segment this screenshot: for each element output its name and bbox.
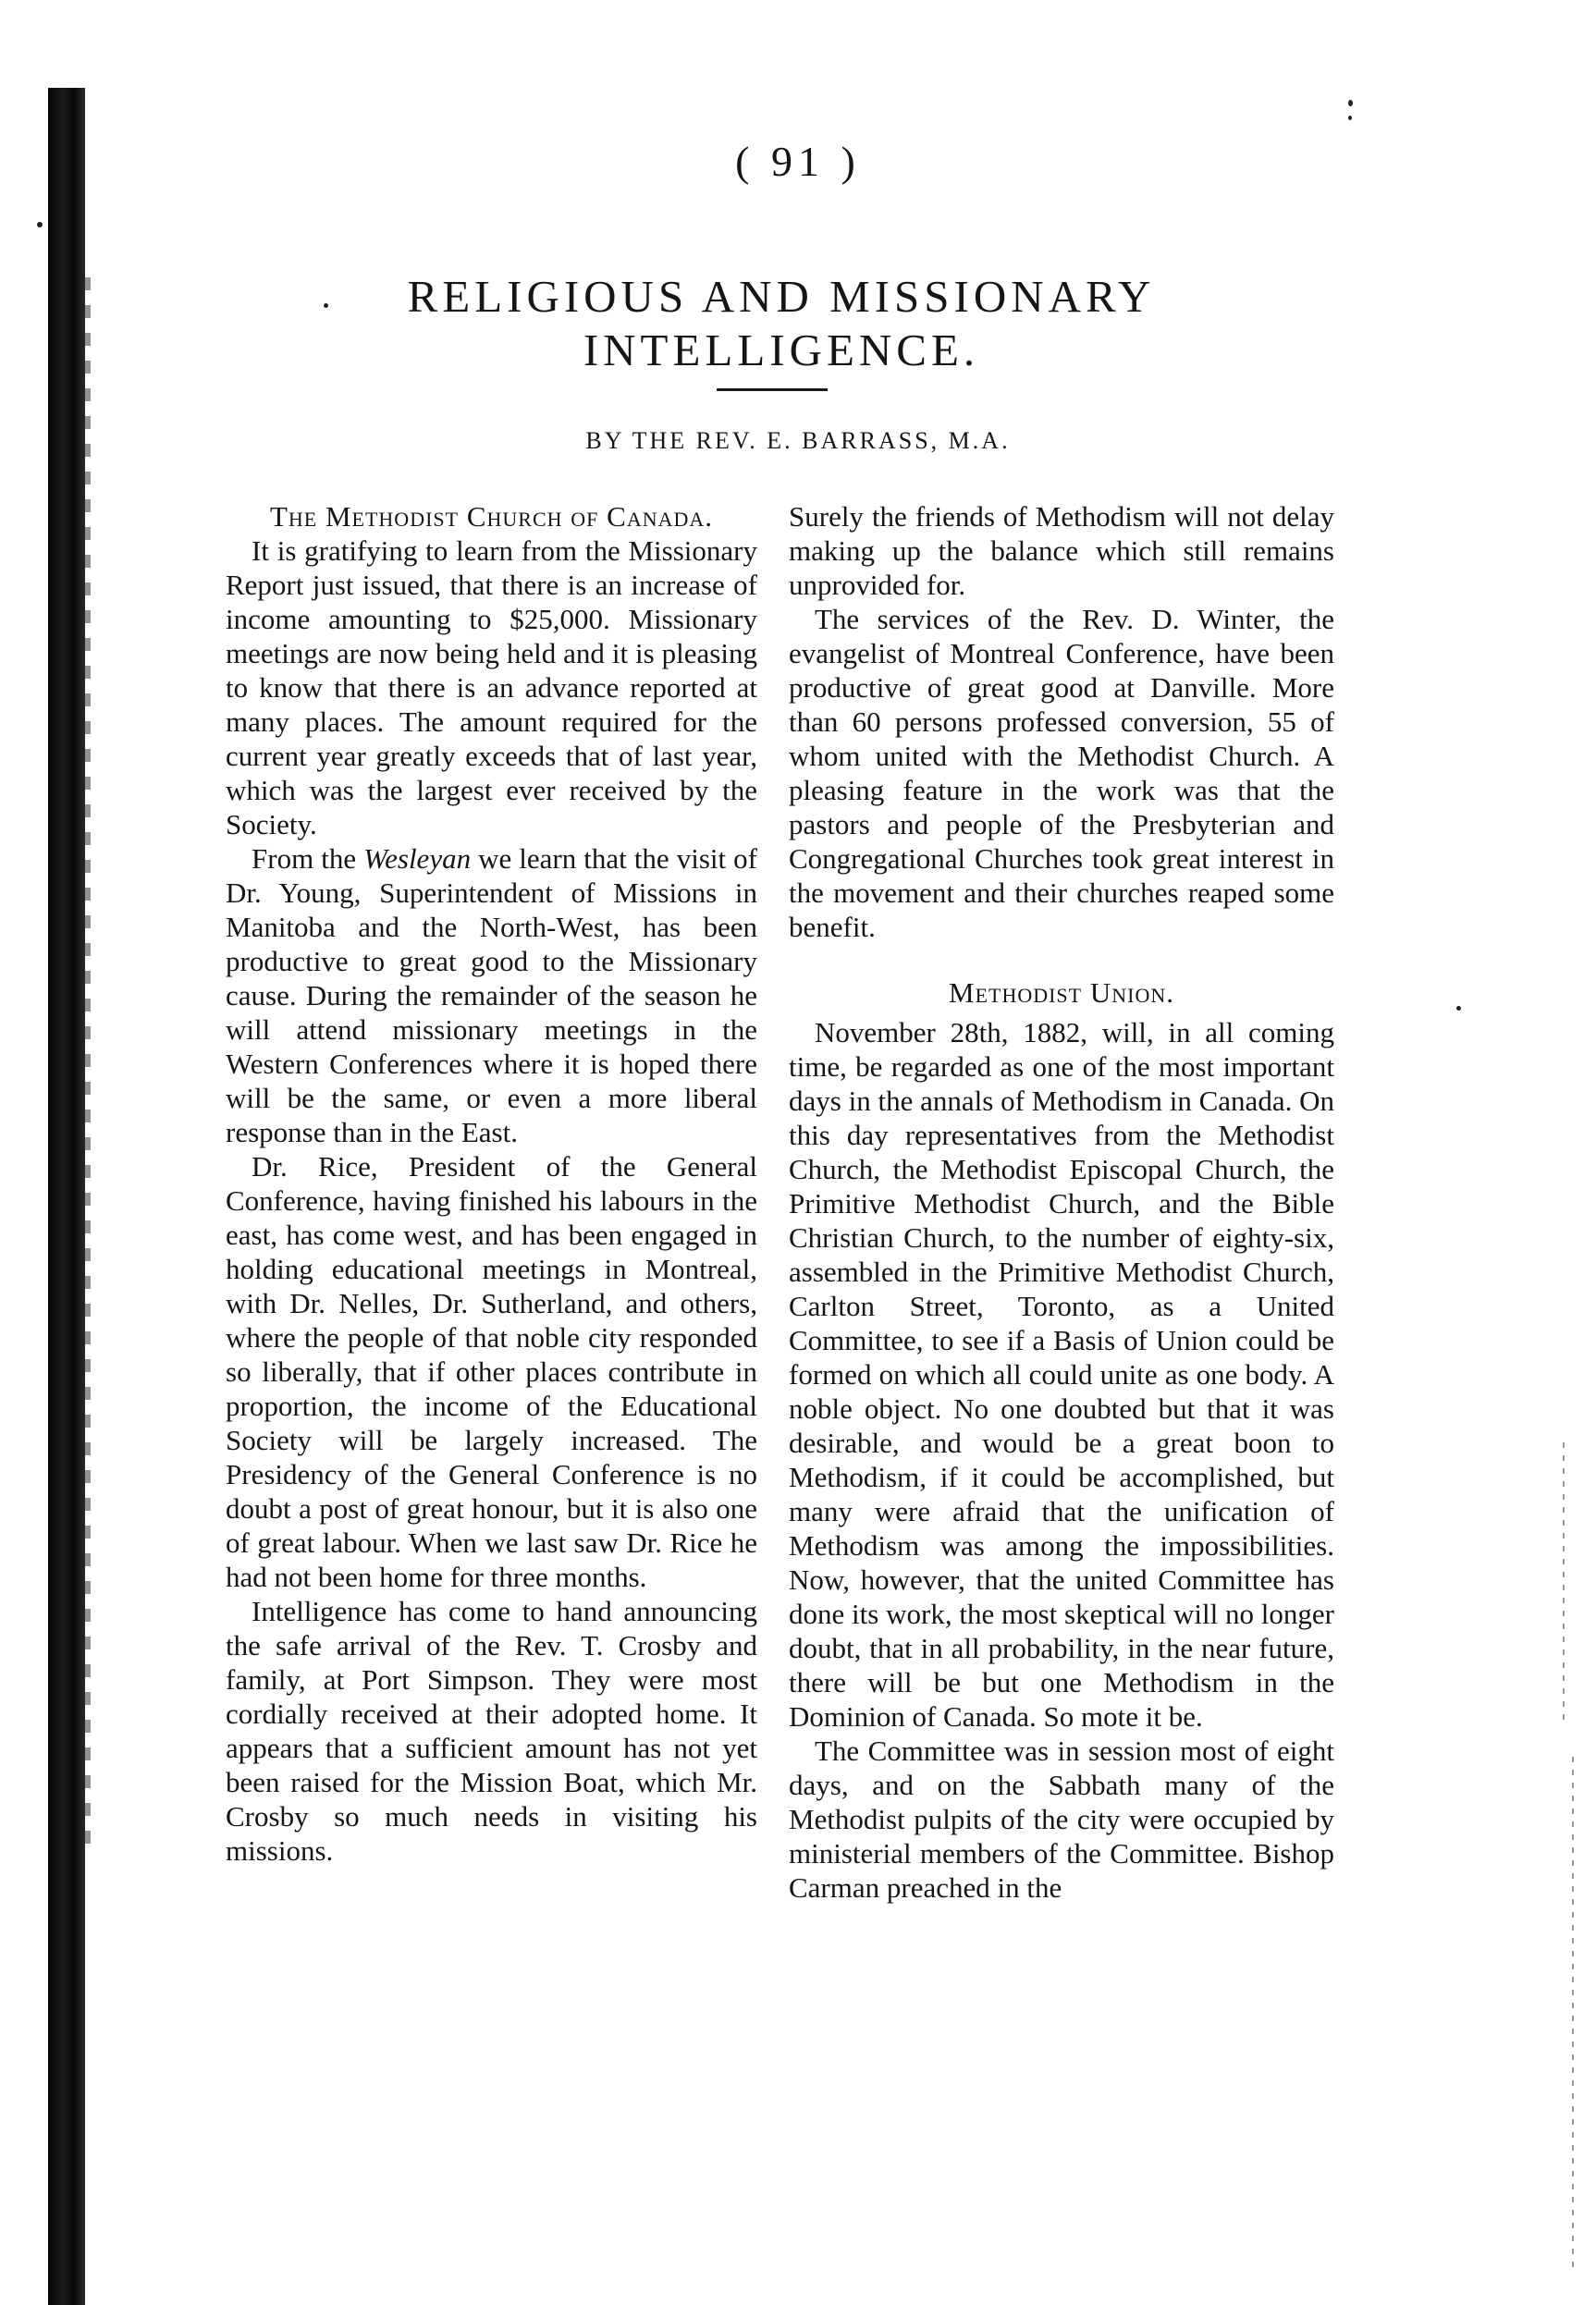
scan-speck bbox=[37, 222, 43, 227]
title-line-2: INTELLIGENCE. bbox=[583, 325, 980, 375]
scan-speck bbox=[1456, 1006, 1461, 1011]
publication-title: Wesleyan bbox=[363, 842, 472, 875]
paragraph: The services of the Rev. D. Winter, the evangelist of Montreal Conference, have been productive of great good at Danville. More than 60 persons professed conversion, 55 of whom united with the Methodist Church. A pleasing feature in the work was that the pastors and people of the Presbyterian and Congregational Churches took great interest in the movement and their churches reaped some benefit. bbox=[789, 603, 1334, 943]
page-number: ( 91 ) bbox=[735, 138, 861, 185]
paragraph: Intelligence has come to hand announcing the safe arrival of the Rev. T. Crosby and family, at Port Simpson. They were most cordially received at their adopted home. It appears that a sufficient amount has not yet been raised for the Mission Boat, which Mr. Crosby so much needs in visiting his missions. bbox=[226, 1595, 757, 1867]
author-byline: BY THE REV. E. BARRASS, M.A. bbox=[585, 427, 1011, 454]
paragraph-continued: Surely the friends of Methodism will not delay making up the balance which still remains unprovided for. bbox=[789, 500, 1334, 601]
text-run: From the bbox=[252, 842, 364, 875]
book-spine-shadow bbox=[48, 88, 85, 2305]
title-divider bbox=[717, 388, 828, 391]
left-column bbox=[226, 499, 757, 1868]
right-column bbox=[789, 499, 1334, 1905]
scan-speck bbox=[1348, 116, 1352, 120]
title-line-1: RELIGIOUS AND MISSIONARY bbox=[407, 271, 1156, 322]
scan-speck bbox=[1348, 100, 1353, 106]
paragraph: Dr. Rice, President of the General Conference, having finished his labours in the east, has come west, and has been engaged in holding educational meetings in Montreal, with Dr. Nelles, Dr. Sutherland, and others, where the people of that noble city responded so liberally, that if other places contribute in proportion, the income of the Educational Society will be largely increased. The Presidency of the General Conference is no doubt a post of great honour, but it is also one of great labour. When we last saw Dr. Rice he had not been home for three months. bbox=[226, 1150, 757, 1593]
paragraph bbox=[226, 841, 757, 1149]
spine-edge-texture bbox=[85, 277, 91, 1849]
right-margin-mark bbox=[1563, 1442, 1565, 1720]
right-margin-mark bbox=[1572, 1757, 1574, 2274]
paragraph: November 28th, 1882, will, in all coming time, be regarded as one of the most important days in the annals of Methodism in Canada. On this day representatives from the Methodist Church, the Methodist Episcopal Church, the Primitive Methodist Church, and the Bible Christian Church, to the number of eighty-six, assembled in the Primitive Methodist Church, Carlton Street, Toronto, as a United Committee, to see if a Basis of Union could be formed on which all could unite as one body. A noble object. No one doubted but that it was desirable, and would be a great boon to Methodism, if it could be accomplished, but many were afraid that the unification of Methodism was among the impossibilities. Now, however, that the united Committee has done its work, the most skeptical will no longer doubt, that in all probability, in the near future, there will be but one Methodism in the Dominion of Canada. So mote it be. bbox=[789, 1016, 1334, 1733]
paragraph: It is gratifying to learn from the Missionary Report just issued, that there is an increase of income amounting to $25,000. Missionary meetings are now being held and it is pleasing to know that there is an advance reported at many places. The amount required for the current year greatly exceeds that of last year, which was the largest ever received by the Society. bbox=[226, 534, 757, 840]
paragraph: The Committee was in session most of eight days, and on the Sabbath many of the Methodist pulpits of the city were occupied by ministerial members of the Committee. Bishop Carman preached in the bbox=[789, 1735, 1334, 1904]
section-heading-methodist-church: The Methodist Church of Canada. bbox=[269, 500, 714, 533]
article-title bbox=[296, 270, 1267, 377]
text-run: we learn that the visit of Dr. Young, Superintendent of Missions in Manitoba and the North-West, has been productive to great good to the Missionary cause. During the remainder of the season he will attend missionary meetings in the Western Conferences where it is hoped there will be the same, or even a more liberal response than in the East. bbox=[226, 842, 757, 1148]
section-heading-methodist-union: Methodist Union. bbox=[949, 976, 1174, 1009]
